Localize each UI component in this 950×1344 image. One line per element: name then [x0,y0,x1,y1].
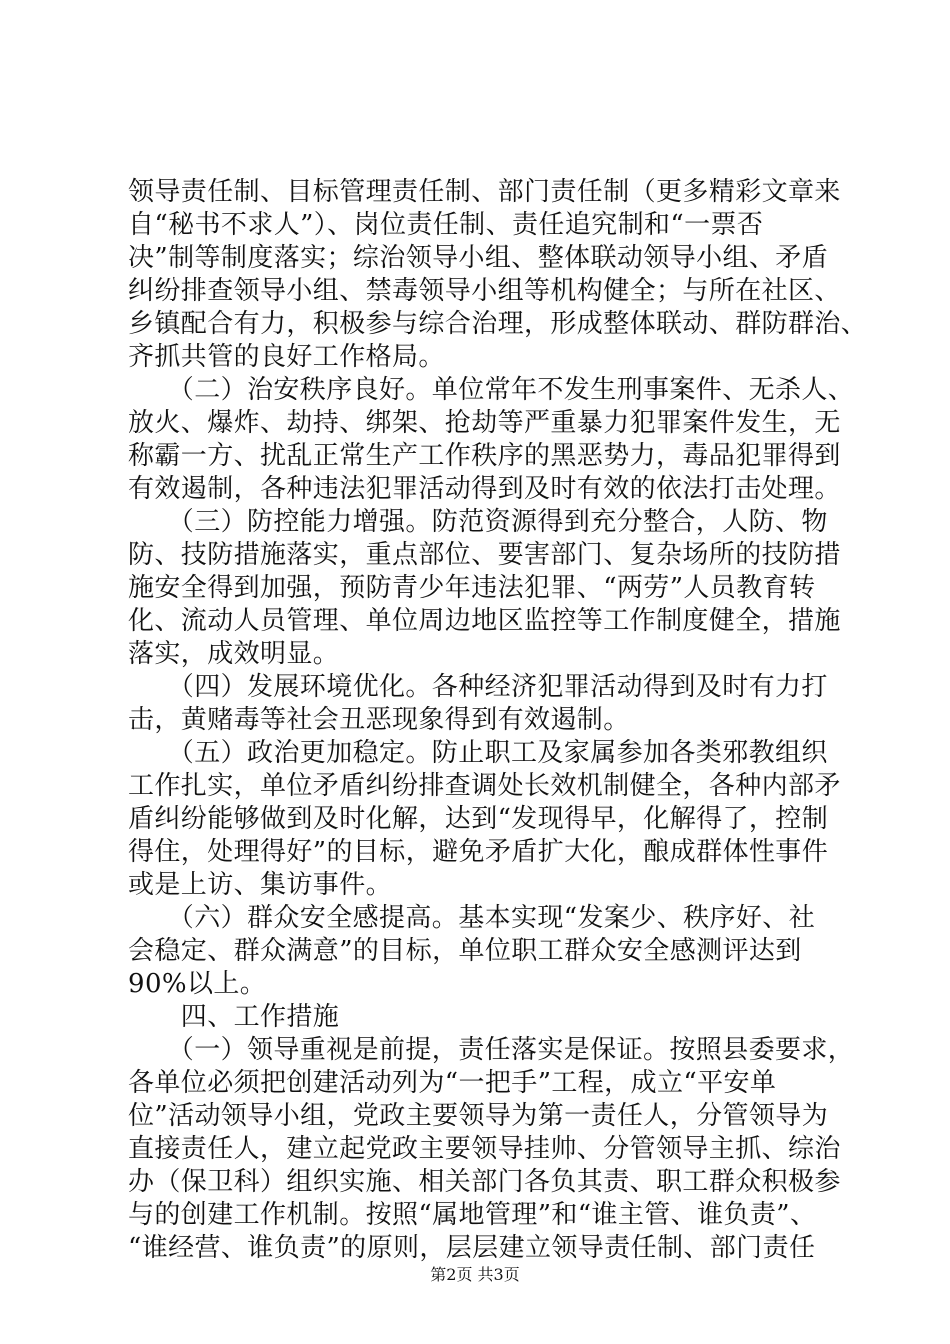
text-line: 与的创建工作机制。按照“属地管理”和“谁主管、谁负责”、 [128,1200,817,1230]
text-line: 自“秘书不求人”）、岗位责任制、责任追究制和“一票否 [128,210,764,240]
text-line: 得住，处理得好”的目标，避免矛盾扩大化，酿成群体性事件 [128,837,829,867]
text-line: 施安全得到加强，预防青少年违法犯罪、“两劳”人员教育转 [128,573,816,603]
text-line: 盾纠纷能够做到及时化解，达到“发现得早，化解得了，控制 [128,804,829,834]
text-line: （三）防控能力增强。防范资源得到充分整合，人防、物 [128,507,828,537]
text-line: 有效遏制，各种违法犯罪活动得到及时有效的依法打击处理。 [128,474,841,504]
text-line: 或是上访、集访事件。 [128,870,393,900]
text-line: 防、技防措施落实，重点部位、要害部门、复杂场所的技防措 [128,540,841,570]
text-line: 击，黄赌毒等社会丑恶现象得到有效遏制。 [128,705,630,735]
text-line: 乡镇配合有力，积极参与综合治理，形成整体联动、群防群治、 [128,309,868,339]
text-line: （二）治安秩序良好。单位常年不发生刑事案件、无杀人、 [128,375,855,405]
document-body [128,176,868,1265]
text-line: （六）群众安全感提高。基本实现“发案少、秩序好、社 [128,903,816,933]
text-line: 工作扎实，单位矛盾纠纷排查调处长效机制健全，各种内部矛 [128,771,841,801]
section-heading: 四、工作措施 [128,1002,340,1032]
text-line: 90%以上。 [128,969,267,999]
text-line: 落实，成效明显。 [128,639,340,669]
text-line: “谁经营、谁负责”的原则，层层建立领导责任制、部门责任 [128,1233,816,1263]
text-line: 位”活动领导小组，党政主要领导为第一责任人，分管领导为 [128,1101,829,1131]
text-line: 纠纷排查领导小组、禁毒领导小组等机构健全；与所在社区、 [128,276,841,306]
text-line: 称霸一方、扰乱正常生产工作秩序的黑恶势力，毒品犯罪得到 [128,441,841,471]
text-line: 领导责任制、目标管理责任制、部门责任制（更多精彩文章来 [128,177,841,207]
text-line: 齐抓共管的良好工作格局。 [128,342,445,372]
text-line: 放火、爆炸、劫持、绑架、抢劫等严重暴力犯罪案件发生，无 [128,408,841,438]
text-line: 会稳定、群众满意”的目标，单位职工群众安全感测评达到 [128,936,802,966]
page-number-footer: 第2页 共3页 [430,1265,520,1284]
text-line: 办（保卫科）组织实施、相关部门各负其责、职工群众积极参 [128,1167,841,1197]
text-line: 各单位必须把创建活动列为“一把手”工程，成立“平安单 [128,1068,777,1098]
text-line: 决”制等制度落实；综治领导小组、整体联动领导小组、矛盾 [128,243,829,273]
text-line: （五）政治更加稳定。防止职工及家属参加各类邪教组织 [128,738,828,768]
text-line: （一）领导重视是前提，责任落实是保证。按照县委要求， [128,1035,855,1065]
text-line: （四）发展环境优化。各种经济犯罪活动得到及时有力打 [128,672,828,702]
text-line: 化、流动人员管理、单位周边地区监控等工作制度健全，措施 [128,606,841,636]
text-line: 直接责任人，建立起党政主要领导挂帅、分管领导主抓、综治 [128,1134,841,1164]
